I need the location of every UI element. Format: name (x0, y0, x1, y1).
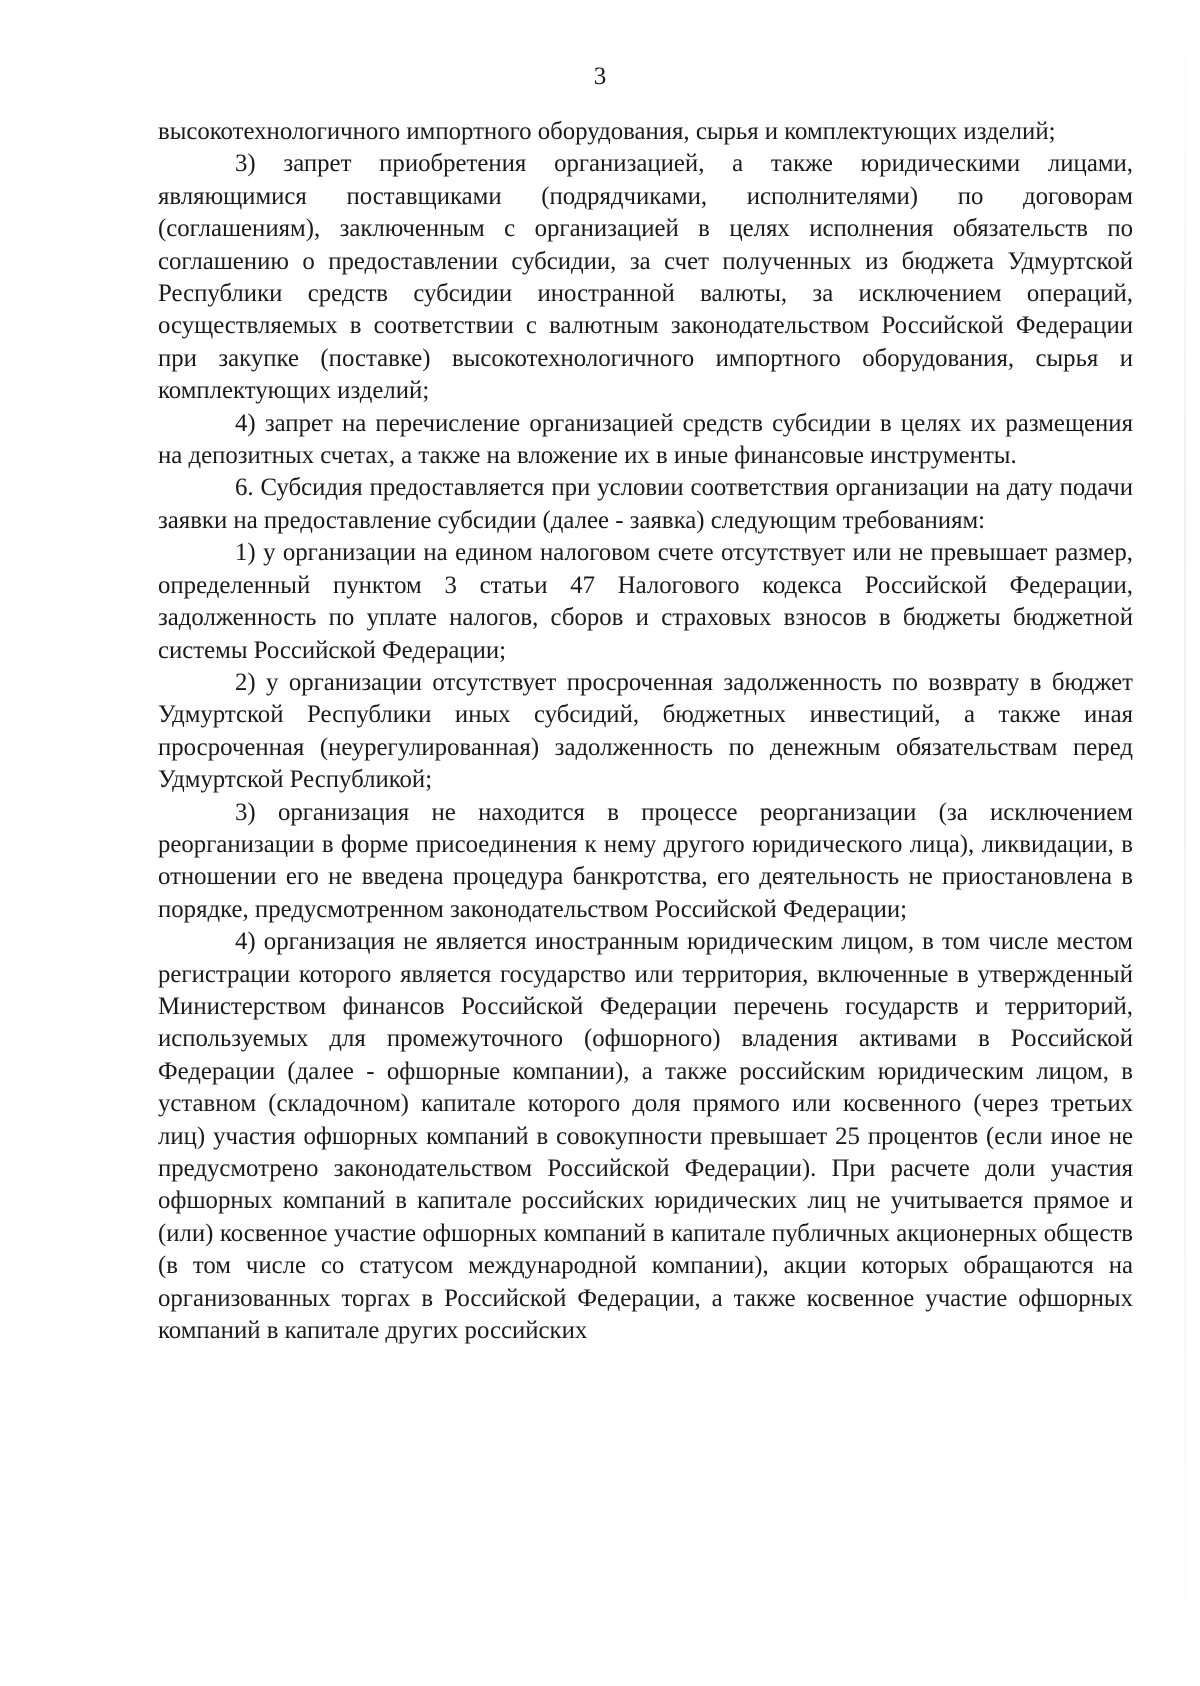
paragraph-requirement-1: 1) у организации на едином налоговом счете отсутствует или не превышает размер, определенный пунктом 3 статьи 47 Налогового кодекса Российской Федерации, задолженность по уплате налогов, сборов и страховых взносов в бюджеты бюджетной системы Российской Федерации; (158, 539, 1133, 664)
paragraph-item-3-currency-ban: 3) запрет приобретения организацией, а также юридическими лицами, являющимися поставщиками (подрядчиками, исполнителями) по договорам (соглашениям), заключенным с организацией в целях исполнения обязательств по соглашению о предоставлении субсидии, за счет полученных из бюджета Удмуртской Республики средств субсидии иностранной валюты, за исключением операций, осуществляемых в соответствии с валютным законодательством Российской Федерации при закупке (поставке) высокотехнологичного импортного оборудования, сырья и комплектующих изделий; (158, 150, 1133, 405)
scan-edge-shadow (1184, 0, 1186, 1686)
paragraph-item-4-deposit-ban: 4) запрет на перечисление организацией средств субсидии в целях их размещения на депозитных счетах, а также на вложение их в иные финансовые инструменты. (158, 409, 1133, 470)
paragraph-section-6: 6. Субсидия предоставляется при условии соответствия организации на дату подачи заявки на предоставление субсидии (далее - заявка) следующим требованиям: (158, 474, 1133, 534)
paragraph-continuation: высокотехнологичного импортного оборудования, сырья и комплектующих изделий; (158, 118, 1056, 145)
paragraph-requirement-3: 3) организация не находится в процессе реорганизации (за исключением реорганизации в форме присоединения к нему другого юридического лица), ликвидации, в отношении его не введена процедура банкротства, его деятельность не приостановлена в порядке, предусмотренном законодательством Российской Федерации; (158, 798, 1133, 923)
document-body (158, 116, 1133, 1347)
paragraph-requirement-4: 4) организация не является иностранным юридическим лицом, в том числе местом регистрации которого является государство или территория, включенные в утвержденный Министерством финансов Российской Федерации перечень государств и территорий, используемых для промежуточного (офшорного) владения активами в Российской Федерации (далее - офшорные компании), а также российским юридическим лицом, в уставном (складочном) капитале которого доля прямого или косвенного (через третьих лиц) участия офшорных компаний в совокупности превышает 25 процентов (если иное не предусмотрено законодательством Российской Федерации). При расчете доли участия офшорных компаний в капитале российских юридических лиц не учитывается прямое и (или) косвенное участие офшорных компаний в капитале публичных акционерных обществ (в том числе со статусом международной компании), акции которых обращаются на организованных торгах в Российской Федерации, а также косвенное участие офшорных компаний в капитале других российских (158, 928, 1133, 1345)
paragraph-requirement-2: 2) у организации отсутствует просроченная задолженность по возврату в бюджет Удмуртской Республики иных субсидий, бюджетных инвестиций, а также иная просроченная (неурегулированная) задолженность по денежным обязательствам перед Удмуртской Республикой; (158, 668, 1133, 794)
page-number: 3 (593, 63, 607, 90)
